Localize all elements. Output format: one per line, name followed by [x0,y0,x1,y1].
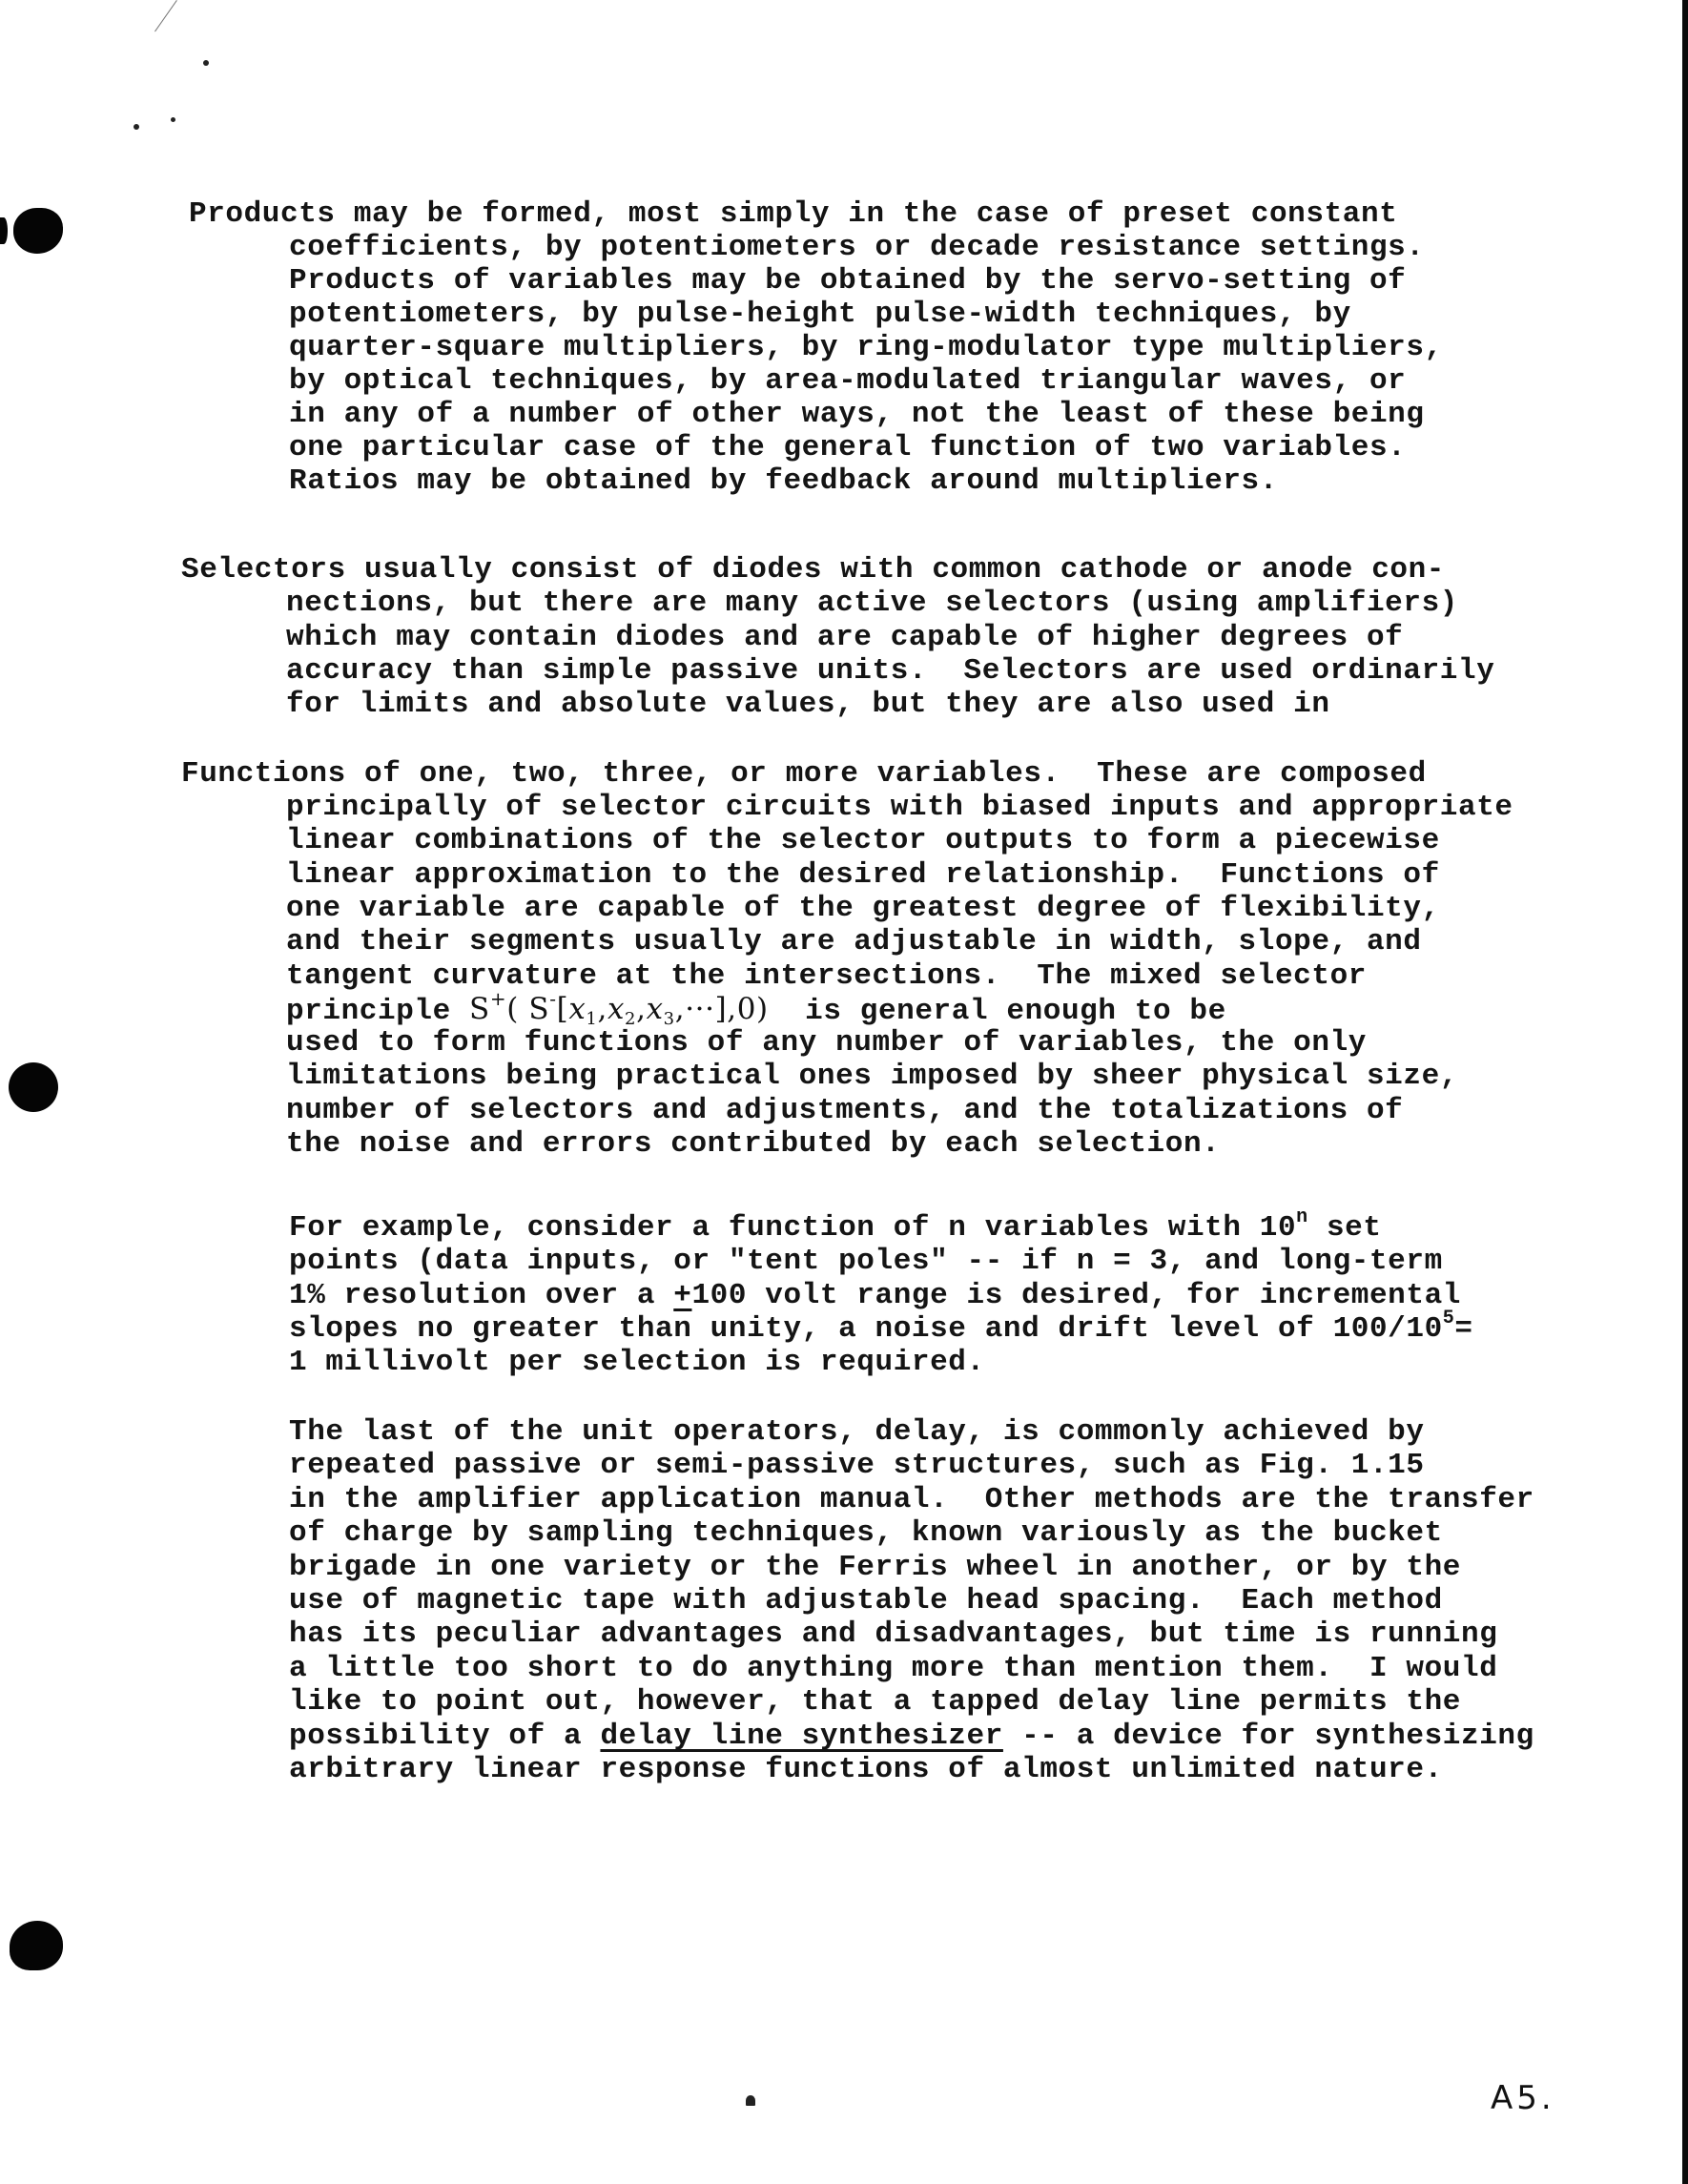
text-line: points (data inputs, or "tent poles" -- if n = 3, and long-term [289,1245,1443,1278]
formula-symbol: , [597,992,607,1026]
text-fragment: is general enough to be [805,995,1226,1028]
text-line: Functions of one, two, three, or more variables. These are composed [181,757,1427,791]
speck [746,2095,755,2106]
speck [203,60,209,66]
text-line [289,1279,1461,1312]
text-fragment: = [1454,1312,1473,1346]
text-line [289,1720,1534,1753]
formula-var: x [646,992,664,1026]
text-fragment: For example, consider a function of n variables with 10 [289,1211,1297,1245]
text-line [289,1206,1382,1245]
text-fragment: 100 volt range is desired, for incremental [691,1279,1461,1312]
exponent: n [1296,1206,1308,1228]
scan-scratch [154,0,177,31]
text-fragment: principle [286,995,451,1028]
text-fragment: 1% resolution over a [289,1279,674,1312]
text-fragment: -- a device for synthesizing [1002,1720,1534,1753]
page-edge-shadow [1682,0,1688,2184]
underlined-term: delay line synthesizer [600,1720,1003,1753]
text-line: accuracy than simple passive units. Selectors are used ordinarily [286,654,1495,688]
text-fragment: possibility of a [289,1720,601,1753]
formula-symbol: S [469,992,490,1026]
text-line: nections, but there are many active selectors (using amplifiers) [286,587,1458,620]
text-line: for limits and absolute values, but they are also used in [286,688,1330,721]
text-line: one variable are capable of the greatest degree of flexibility, [286,892,1440,925]
text-line: linear combinations of the selector outputs to form a piecewise [286,824,1440,857]
text-line: linear approximation to the desired relationship. Functions of [286,858,1440,892]
text-line: Selectors usually consist of diodes with common cathode or anode con- [181,553,1446,587]
formula-symbol: [ [556,992,569,1026]
formula-sup: - [549,987,557,1010]
formula-symbol: ( [506,992,519,1026]
formula-symbol: , [674,992,686,1026]
formula-symbol: ],0) [714,992,769,1026]
text-line: The last of the unit operators, delay, is commonly achieved by [289,1415,1425,1449]
text-line: a little too short to do anything more than mention them. I would [289,1652,1498,1685]
speck [134,124,139,130]
exponent: 5 [1442,1308,1455,1329]
text-line: potentiometers, by pulse-height pulse-width techniques, by [289,298,1351,331]
text-line: in the amplifier application manual. Other methods are the transfer [289,1483,1534,1516]
text-line: and their segments usually are adjustable in width, slope, and [286,925,1422,958]
binder-hole-middle [9,1062,58,1112]
formula-symbol: S [528,992,550,1026]
text-line: Products may be formed, most simply in the case of preset constant [189,197,1398,231]
binder-hole-bottom [10,1921,63,1970]
text-line: arbitrary linear response functions of almost unlimited nature. [289,1753,1443,1786]
text-line: use of magnetic tape with adjustable head spacing. Each method [289,1584,1443,1617]
text-line-formula [286,987,1226,1029]
formula-var: x [568,992,587,1026]
formula-sub: 3 [663,1009,675,1029]
binder-hole-top-fragment [0,217,8,244]
speck [171,117,175,122]
formula-sup: + [489,987,507,1010]
text-line: one particular case of the general function of two variables. [289,431,1407,464]
text-line: limitations being practical ones imposed by sheer physical size, [286,1060,1458,1093]
text-line: the noise and errors contributed by each selection. [286,1127,1221,1161]
text-line: in any of a number of other ways, not the least of these being [289,398,1425,431]
text-line: which may contain diodes and are capable of higher degrees of [286,621,1404,654]
formula-symbol: ··· [685,992,715,1026]
text-line: Products of variables may be obtained by the servo-setting of [289,264,1407,298]
text-line: brigade in one variety or the Ferris wheel in another, or by the [289,1551,1461,1584]
text-fragment: set [1326,1211,1382,1245]
text-line: by optical techniques, by area-modulated triangular waves, or [289,364,1407,398]
text-line: of charge by sampling techniques, known variously as the bucket [289,1516,1443,1550]
text-line [289,1308,1473,1346]
formula-var: x [607,992,626,1026]
text-line: coefficients, by potentiometers or decade resistance settings. [289,231,1425,264]
text-line: Ratios may be obtained by feedback around multipliers. [289,464,1278,498]
text-line: repeated passive or semi-passive structures, such as Fig. 1.15 [289,1449,1425,1482]
text-line: number of selectors and adjustments, and the totalizations of [286,1094,1404,1127]
text-fragment: slopes no greater than unity, a noise and drift level of 100/10 [289,1312,1443,1346]
formula-symbol: , [636,992,647,1026]
formula-sub: 1 [586,1009,598,1029]
text-line: tangent curvature at the intersections. The mixed selector [286,959,1367,993]
page-number: A5. [1491,2079,1555,2117]
text-line: like to point out, however, that a tapped delay line permits the [289,1685,1461,1719]
text-line: used to form functions of any number of variables, the only [286,1026,1367,1060]
binder-hole-top [13,208,63,254]
plus-minus-sign: + [673,1279,692,1312]
text-line: quarter-square multipliers, by ring-modulator type multipliers, [289,331,1443,364]
text-line: has its peculiar advantages and disadvantages, but time is running [289,1617,1498,1651]
text-line: 1 millivolt per selection is required. [289,1346,985,1379]
text-line: principally of selector circuits with biased inputs and appropriate [286,791,1513,824]
formula-sub: 2 [625,1009,637,1029]
mixed-selector-formula [469,987,769,1029]
